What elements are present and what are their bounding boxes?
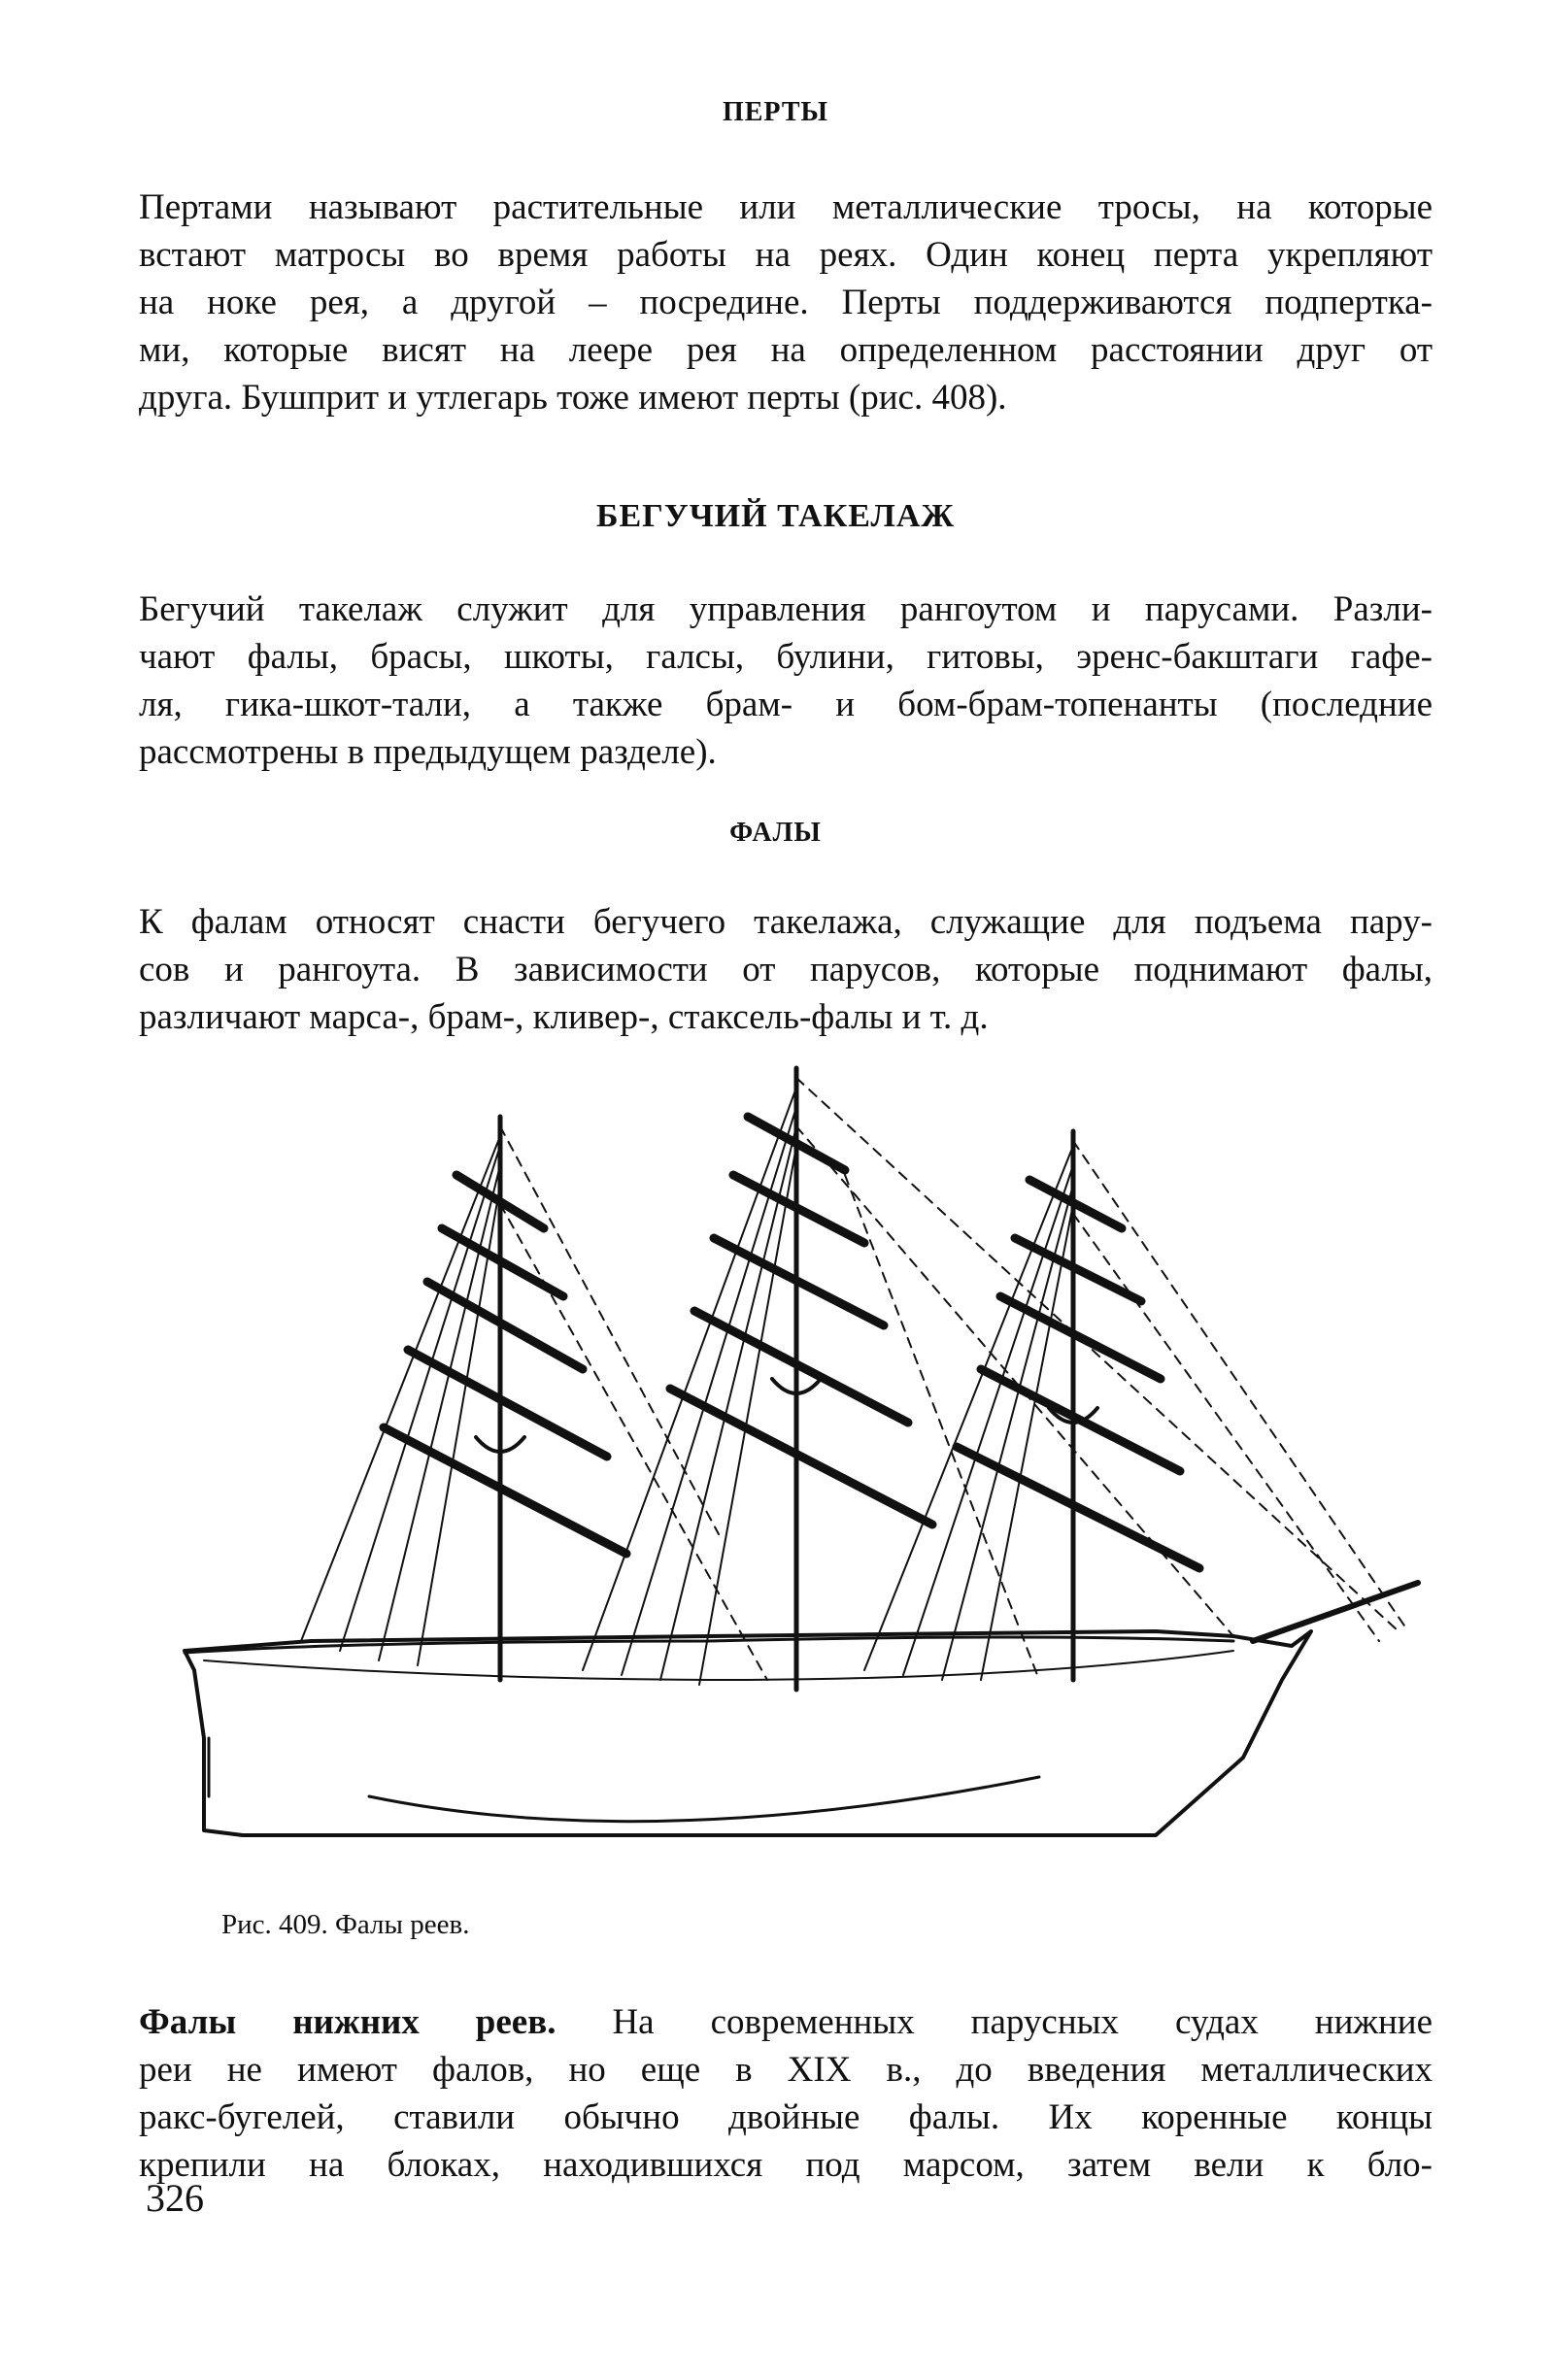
- page-number: 326: [146, 2176, 204, 2220]
- figure-caption: Рис. 409. Фалы реев.: [221, 1909, 470, 1940]
- run-in-heading: Фалы нижних реев.: [139, 2002, 556, 2042]
- text-line: К фалам относят снасти бегучего такелажа, служащие для подъема пару-: [139, 902, 1433, 942]
- text-line: друга. Бушприт и утлегарь тоже имеют перты (рис. 408).: [139, 378, 1007, 418]
- paragraph-faly: [139, 898, 1433, 1041]
- text-line: на ноке рея, а другой – посредине. Перты поддерживаются подпертка-: [139, 283, 1433, 322]
- text-line: ля, гика-шкот-тали, а также брам- и бом-брам-топенанты (последние: [139, 685, 1433, 724]
- text-line: реи не имеют фалов, но еще в XIX в., до введения металлических: [139, 2050, 1433, 2090]
- text-line: крепили на блоках, находившихся под марсом, затем вели к бло-: [139, 2145, 1433, 2185]
- paragraph-lower-yards: [139, 1998, 1433, 2189]
- text-line: сов и рангоута. В зависимости от парусов, которые поднимают фалы,: [139, 950, 1433, 989]
- text-line: различают марса-, брам-, кливер-, стаксель-фалы и т. д.: [139, 997, 989, 1037]
- text-line: чают фалы, брасы, шкоты, галсы, булини, гитовы, эренс-бакштаги гафе-: [139, 637, 1433, 677]
- section-title-running-rigging: БЕГУЧИЙ ТАКЕЛАЖ: [595, 498, 955, 534]
- paragraph-running-rigging: [139, 586, 1433, 776]
- text-line: встают матросы во время работы на реях. Один конец перта укрепляют: [139, 235, 1433, 275]
- waterline: [369, 1777, 1039, 1822]
- ship-rigging-figure: [165, 1058, 1428, 1894]
- section-title-perty: ПЕРТЫ: [722, 97, 829, 127]
- text-line: Бегучий такелаж служит для управления рангоутом и парусами. Разли-: [139, 589, 1433, 629]
- paragraph-perty: [139, 184, 1433, 421]
- section-title-faly: ФАЛЫ: [729, 818, 822, 848]
- text-line: Пертами называют растительные или металлические тросы, на которые: [139, 187, 1433, 227]
- text-line: ми, которые висят на леере рея на определенном расстоянии друг от: [139, 330, 1433, 370]
- text-run: На современных парусных судах нижние: [612, 2002, 1433, 2042]
- text-line: рассмотрены в предыдущем разделе).: [139, 732, 717, 772]
- text-line-lead: [139, 1998, 1433, 2046]
- bulwark-line: [204, 1651, 1233, 1680]
- bowsprit: [1253, 1583, 1418, 1641]
- text-line: ракс-бугелей, ставили обычно двойные фалы. Их коренные концы: [139, 2097, 1433, 2137]
